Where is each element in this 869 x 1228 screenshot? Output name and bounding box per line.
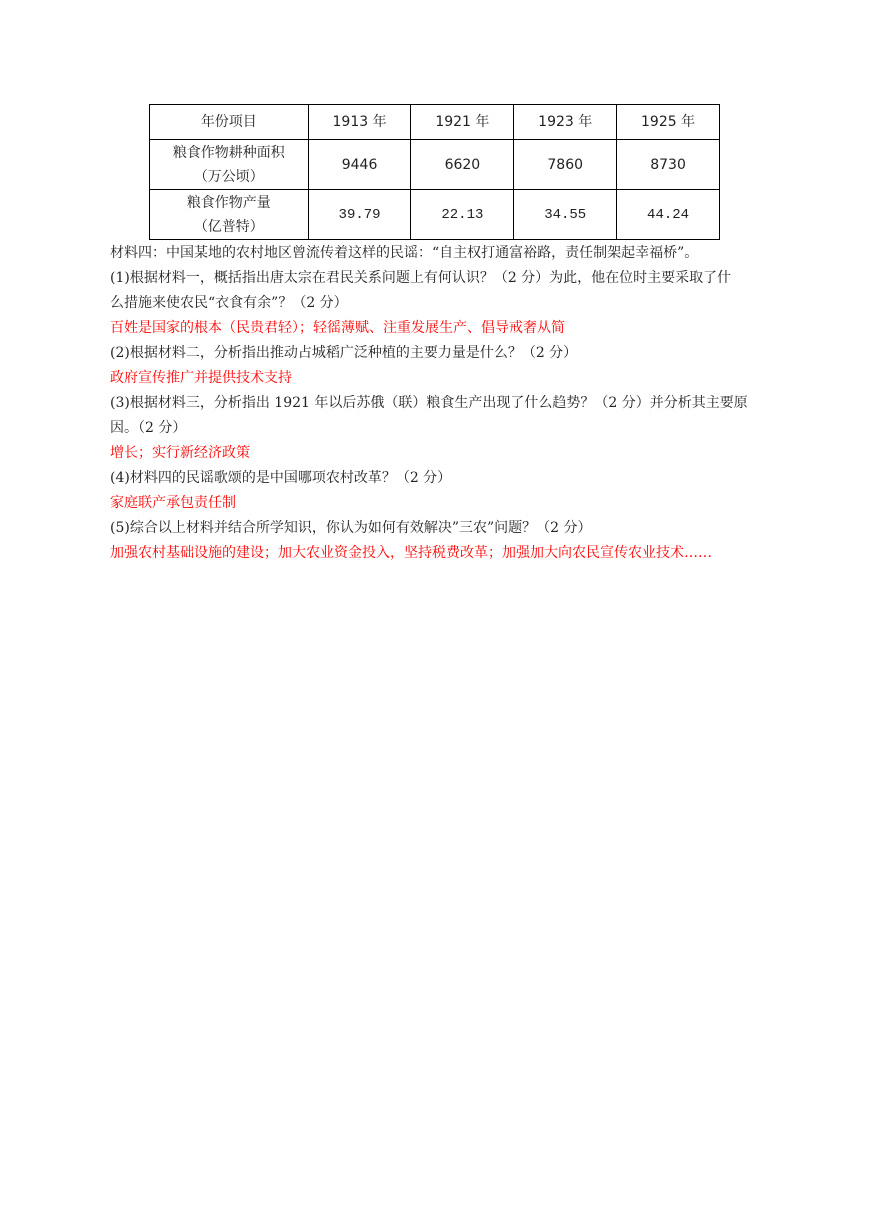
row-label-line: 粮食作物产量 xyxy=(186,194,271,211)
table-cell: 6620 xyxy=(411,140,514,190)
question-2: (2)根据材料二，分析指出推动占城稻广泛种植的主要力量是什么？（2 分） xyxy=(110,345,578,361)
grain-data-table xyxy=(149,104,720,240)
answer-1: 百姓是国家的根本（民贵君轻）；轻徭薄赋、注重发展生产、倡导戒奢从简 xyxy=(110,320,565,336)
answer-5: 加强农村基础设施的建设；加大农业资金投入，坚持税费改革；加强加大向农民宣传农业技术…… xyxy=(110,545,712,561)
question-3-line-1: (3)根据材料三，分析指出 1921 年以后苏俄（联）粮食生产出现了什么趋势？（2 分）并分析其主要原 xyxy=(110,395,748,411)
table-row xyxy=(150,190,720,240)
table-header-cell: 年份项目 xyxy=(150,105,309,140)
table-cell: 9446 xyxy=(308,140,411,190)
answer-2: 政府宣传推广并提供技术支持 xyxy=(110,370,292,386)
table-cell: 22.13 xyxy=(411,190,514,240)
row-label-line: 粮食作物耕种面积 xyxy=(172,144,285,161)
question-1-line-1: (1)根据材料一，概括指出唐太宗在君民关系问题上有何认识？（2 分）为此，他在位时主要采取了什 xyxy=(110,270,732,286)
table-cell: 8730 xyxy=(617,140,720,190)
answer-3: 增长；实行新经济政策 xyxy=(110,445,250,461)
table-cell: 7860 xyxy=(514,140,617,190)
question-5: (5)综合以上材料并结合所学知识，你认为如何有效解决”三农”问题？（2 分） xyxy=(110,520,592,536)
row-label-unit: （亿普特） xyxy=(193,218,264,235)
material-four-text: 材料四：中国某地的农村地区曾流传着这样的民谣：“自主权打通富裕路，责任制架起幸福桥”。 xyxy=(110,245,699,261)
answer-4: 家庭联产承包责任制 xyxy=(110,495,236,511)
table-header-cell: 1913 年 xyxy=(308,105,411,140)
question-text-block xyxy=(110,241,795,566)
table-header-row xyxy=(150,105,720,140)
table-cell: 44.24 xyxy=(617,190,720,240)
table-header-cell: 1923 年 xyxy=(514,105,617,140)
question-3-line-2: 因。（2 分） xyxy=(110,420,187,436)
question-4: (4)材料四的民谣歌颂的是中国哪项农村改革？（2 分） xyxy=(110,470,452,486)
row-label-unit: （万公顷） xyxy=(193,168,264,185)
row-label-cell xyxy=(150,190,309,240)
table-header-cell: 1921 年 xyxy=(411,105,514,140)
table-cell: 34.55 xyxy=(514,190,617,240)
row-label-cell xyxy=(150,140,309,190)
table-cell: 39.79 xyxy=(308,190,411,240)
table-header-cell: 1925 年 xyxy=(617,105,720,140)
table-row xyxy=(150,140,720,190)
question-1-line-2: 么措施来使农民“衣食有余”？（2 分） xyxy=(110,295,348,311)
